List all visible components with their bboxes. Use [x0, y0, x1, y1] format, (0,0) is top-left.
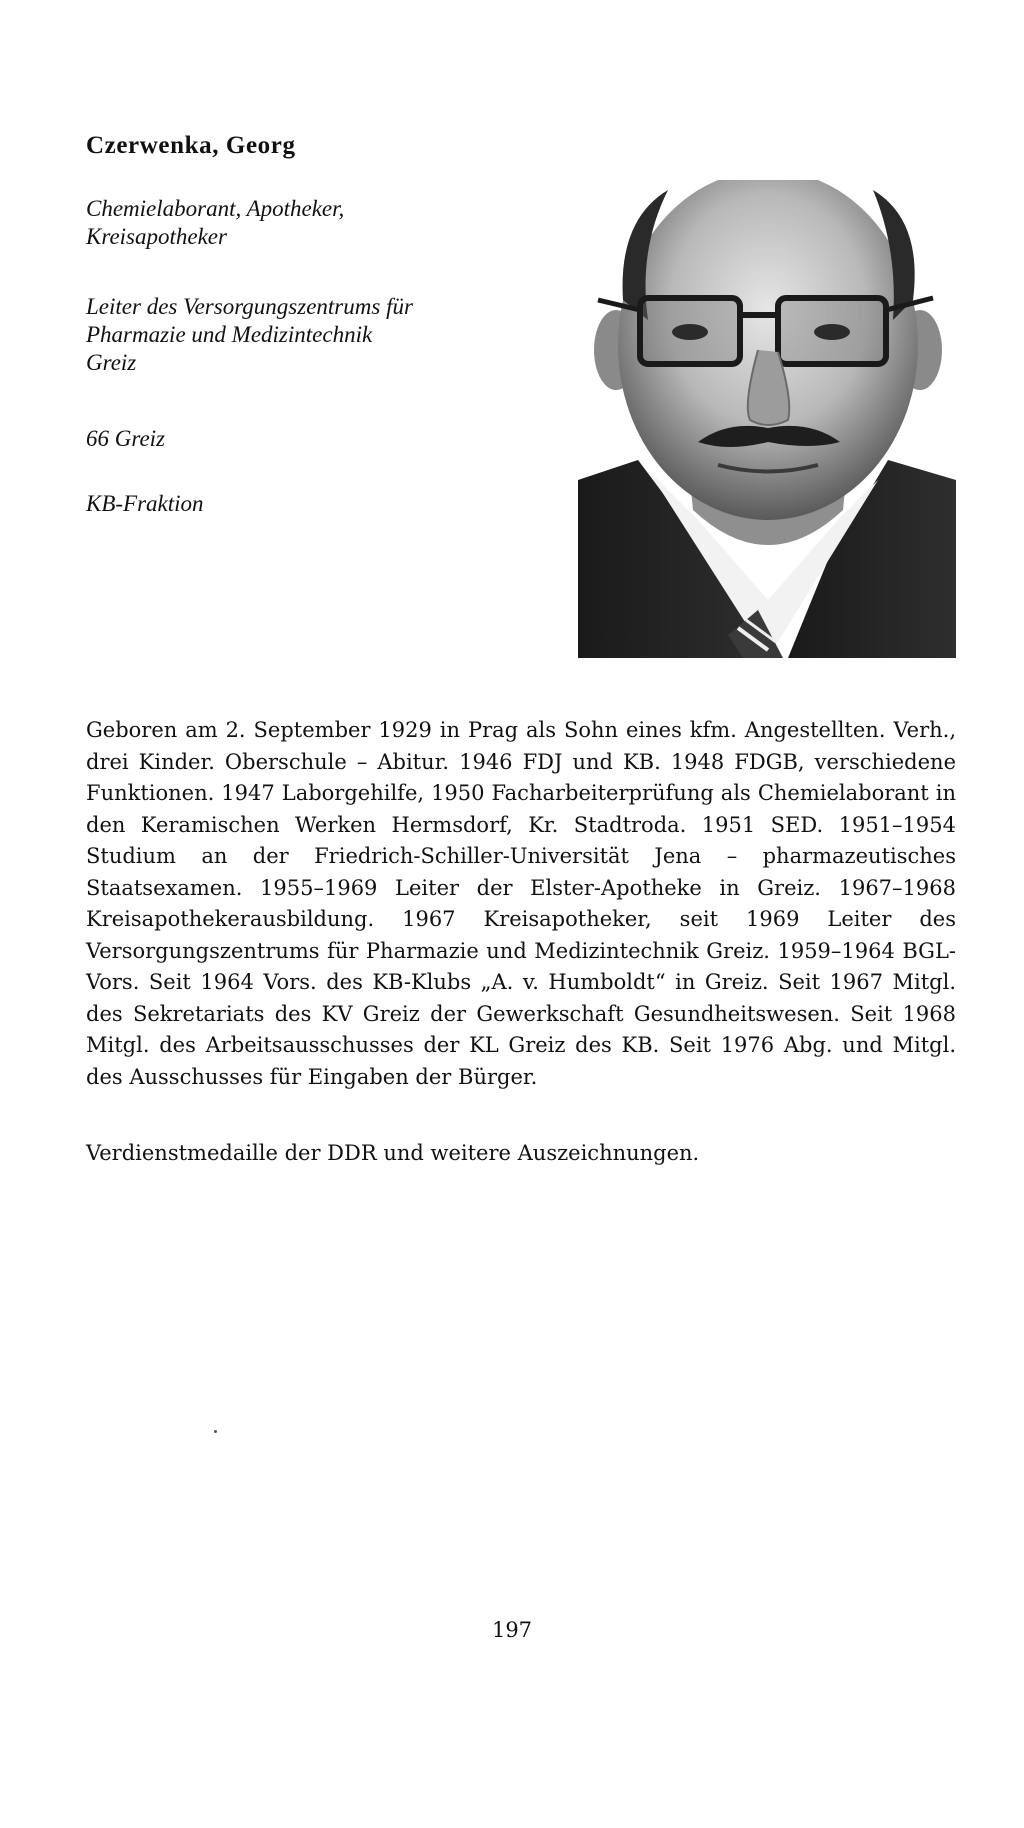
person-name: Czerwenka, Georg — [86, 132, 296, 159]
page-number: 197 — [491, 1618, 533, 1642]
eye — [672, 324, 708, 340]
organization-line: Leiter des Versorgungszentrums für — [86, 294, 413, 319]
portrait-illustration — [578, 180, 956, 658]
portrait-photo — [578, 180, 956, 658]
organization — [86, 293, 413, 377]
constituency: 66 Greiz — [86, 426, 166, 451]
profession-line: Kreisapotheker — [86, 224, 227, 249]
profession-line: Chemielaborant, Apotheker, — [86, 196, 345, 221]
awards-text: Verdienstmedaille der DDR und weitere Auszeichnungen. — [86, 1141, 700, 1165]
print-speck — [214, 1430, 217, 1433]
organization-line: Pharmazie und Medizintechnik — [86, 322, 373, 347]
profession — [86, 195, 344, 251]
organization-line: Greiz — [86, 350, 137, 375]
faction: KB-Fraktion — [86, 491, 204, 516]
biography-text: Geboren am 2. September 1929 in Prag als Sohn eines kfm. Angestellten. Verh., drei Kinder. Oberschule – Abitur. 1946 FDJ und KB. 1948 FDGB, verschiedene Funktionen. 1947 Laborgehilfe, 1950 Facharbeiterprüfung als Chemielaborant in den Keramischen Werken Hermsdorf, Kr. Stadtroda. 1951 SED. 1951–1954 Studium an der Friedrich-Schiller-Universität Jena – pharmazeutisches Staatsexamen. 1955–1969 Leiter der Elster-Apotheke in Greiz. 1967–1968 Kreisapothekerausbildung. 1967 Kreisapotheker, seit 1969 Leiter des Versorgungszentrums für Pharmazie und Medizintechnik Greiz. 1959–1964 BGL-Vors. Seit 1964 Vors. des KB-Klubs „A. v. Humboldt“ in Greiz. Seit 1967 Mitgl. des Sekretariats des KV Greiz der Gewerkschaft Gesundheitswesen. Seit 1968 Mitgl. des Arbeitsausschusses der KL Greiz des KB. Seit 1976 Abg. und Mitgl. des Ausschusses für Eingaben der Bürger. — [86, 718, 956, 1089]
eye — [814, 324, 850, 340]
